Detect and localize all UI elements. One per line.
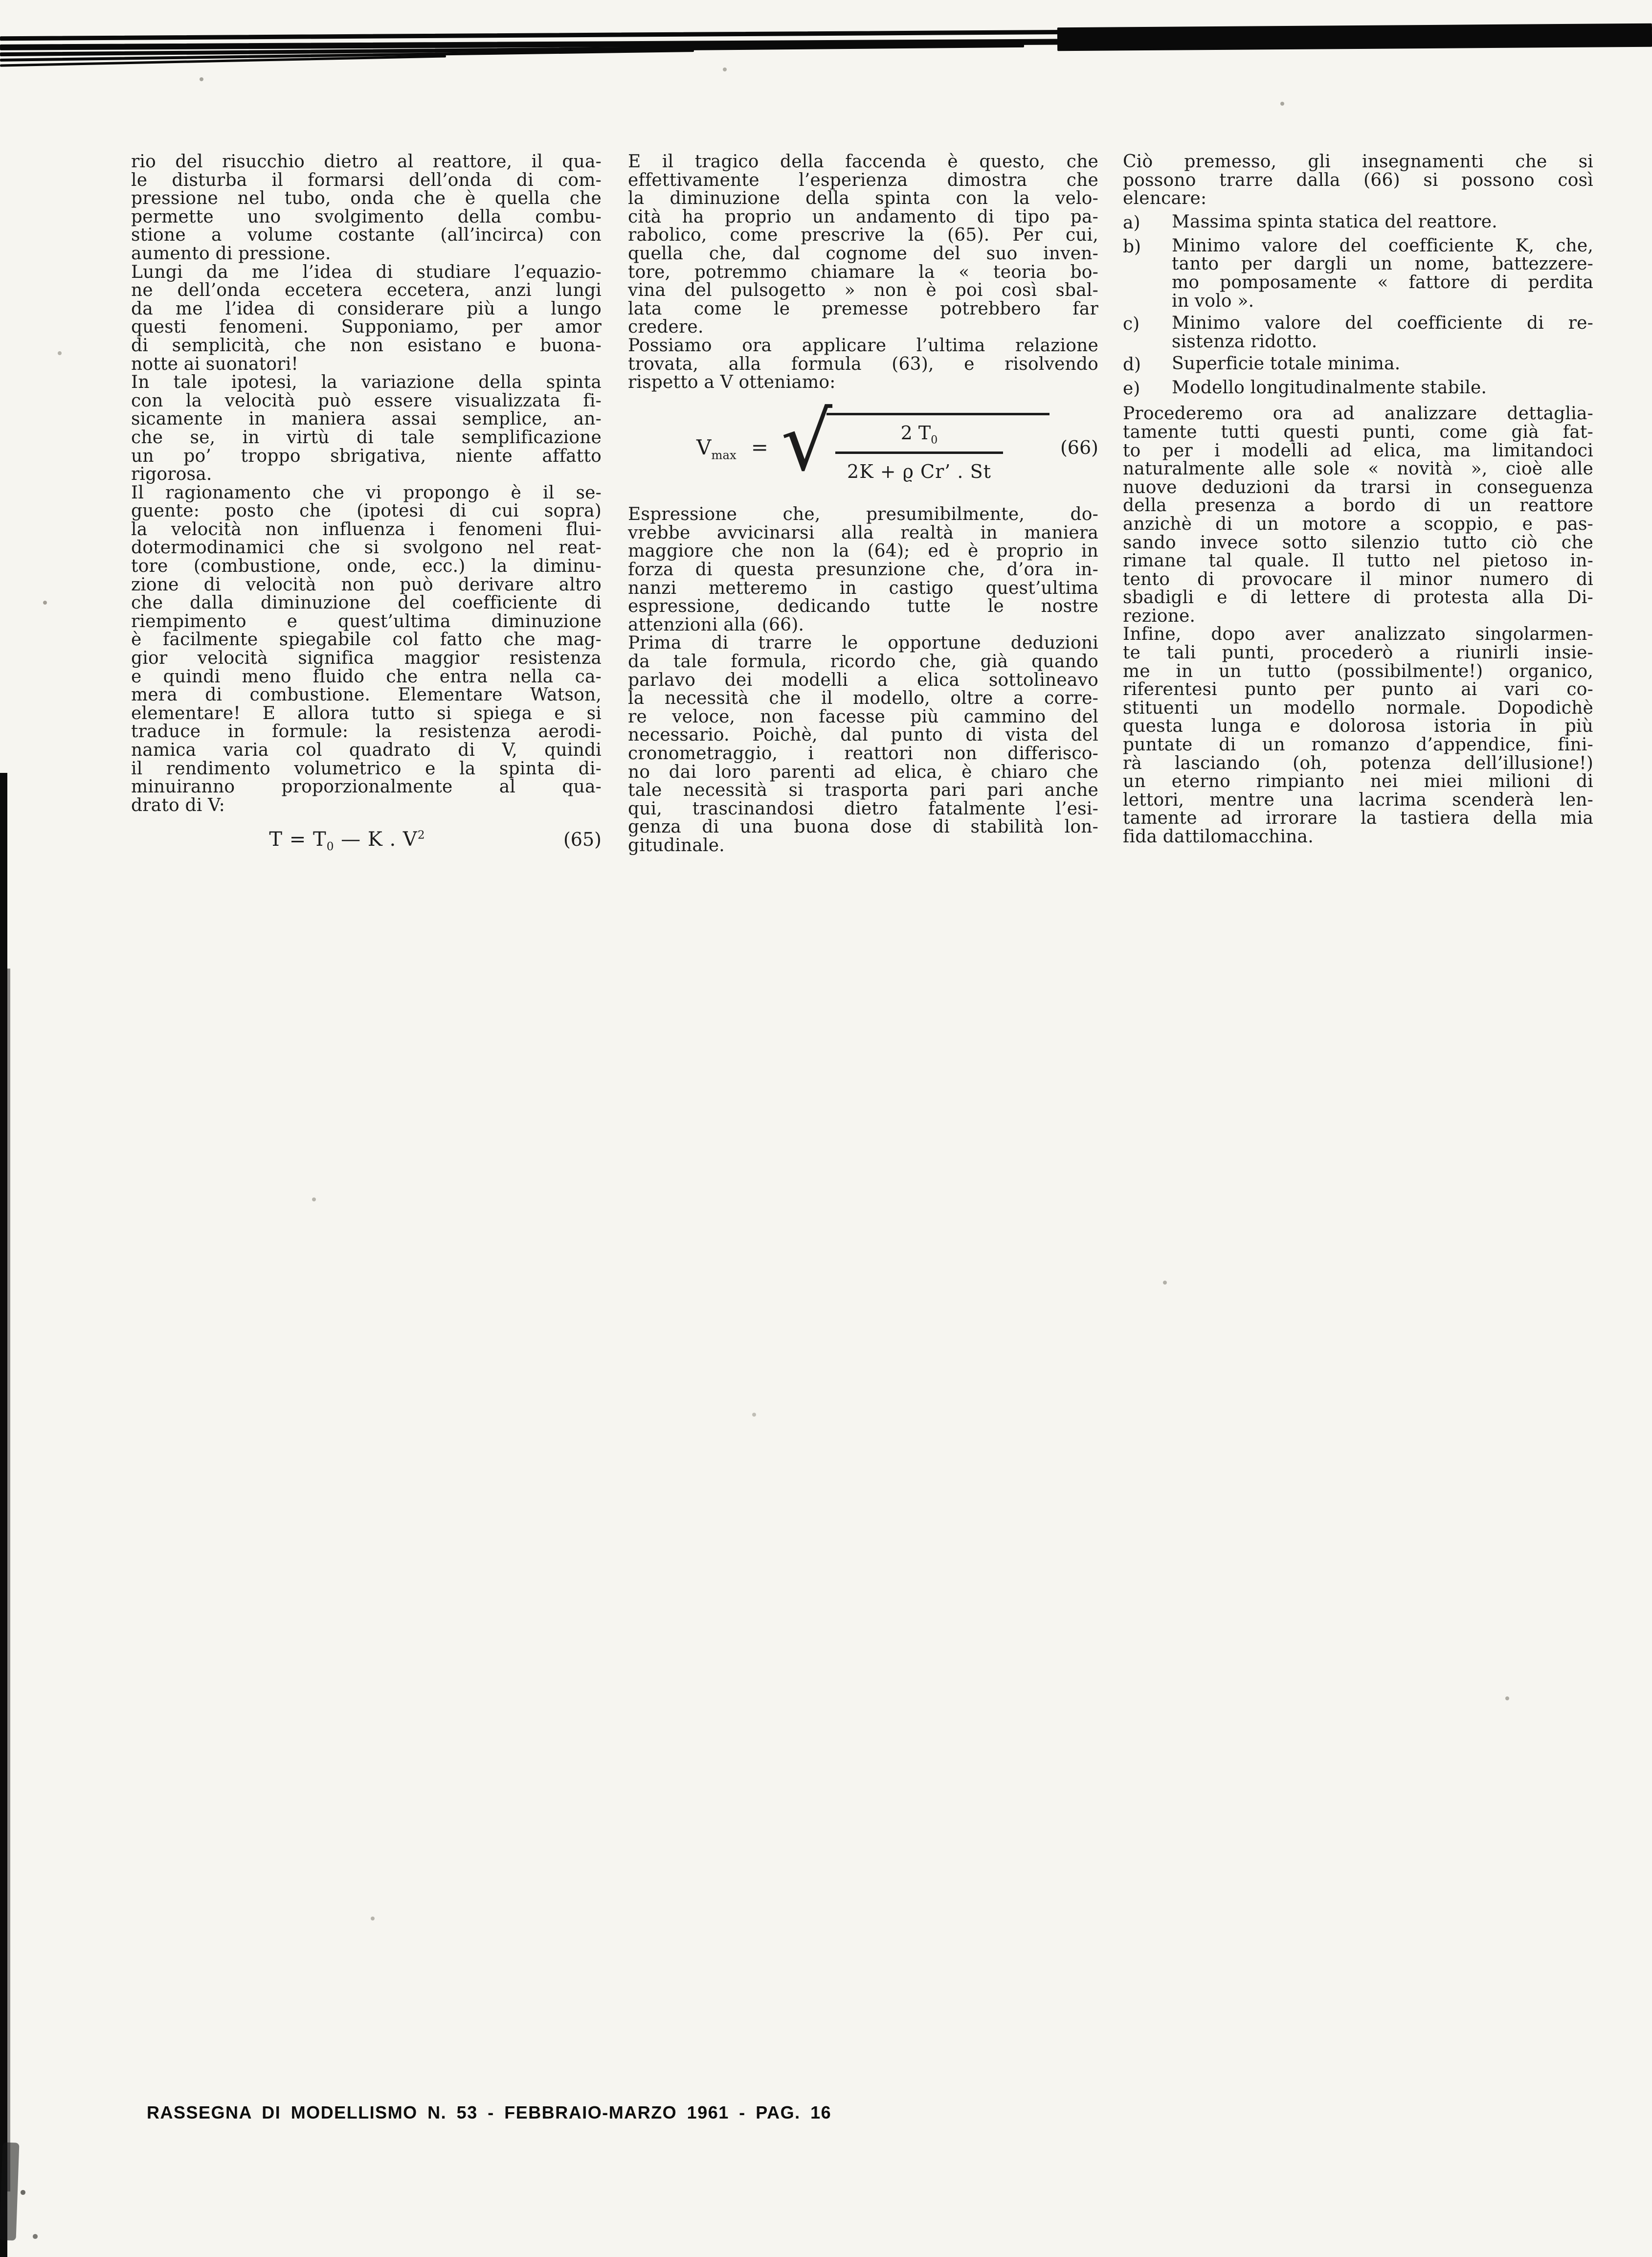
text-line: le disturba il formarsi dell’onda di com- [131, 170, 602, 190]
text-line: notte ai suonatori! [131, 354, 299, 374]
text-line: Ciò premesso, gli insegnamenti che si [1123, 152, 1593, 172]
paragraph [131, 373, 602, 484]
text-line: qui, trascinandosi dietro fatalmente l’esi- [628, 798, 1098, 819]
paragraph [628, 153, 1098, 337]
text-line: stione a volume costante (all’incirca) con [131, 225, 602, 246]
text-line: rimane tal quale. Il tutto nel pietoso in- [1123, 551, 1593, 571]
text-line: namica varia col quadrato di V, quindi [131, 740, 602, 760]
text-line: me in un tutto (possibilmente!) organico, [1123, 661, 1593, 681]
text-line: è facilmente spiegabile col fatto che mag- [131, 630, 602, 650]
text-line: tale necessità si trasporta pari pari anche [628, 780, 1098, 801]
text-line: Infine, dopo aver analizzato singolarmen- [1123, 624, 1593, 645]
text-line: no dai loro parenti ad elica, è chiaro che [628, 762, 1098, 782]
text-line: E il tragico della faccenda è questo, che [628, 152, 1098, 172]
equation-text: V [696, 435, 712, 460]
text-line: rigorosa. [131, 464, 212, 485]
equation-66-number: (66) [1060, 436, 1098, 458]
paragraph [1123, 153, 1593, 208]
text-line: Il ragionamento che vi propongo è il se- [131, 482, 602, 503]
text-line: con la velocità può essere visualizzata fi- [131, 390, 602, 411]
text-line: attenzioni alla (66). [628, 614, 804, 635]
paragraph [628, 634, 1098, 855]
text-line: tamente tutti questi punti, come già fat- [1123, 422, 1593, 442]
text-line: Espressione che, presumibilmente, do- [628, 504, 1098, 525]
text-line: e quindi meno fluido che entra nella ca- [131, 666, 602, 687]
text-line: naturalmente alle sole « novità », cioè alle [1123, 459, 1593, 479]
equals-sign: = [751, 435, 768, 460]
equation-66 [628, 394, 1098, 489]
text-line: tore (combustione, onde, ecc.) la diminu- [131, 556, 602, 577]
text-line: lata come le premesse potrebbero far [628, 298, 1098, 319]
text-line: un po’ troppo sbrigativa, niente affatto [131, 446, 602, 466]
scan-specks [0, 0, 2, 2]
equation-65-body [131, 828, 563, 854]
text-line: sbadigli e di lettere di protesta alla Di- [1123, 587, 1593, 608]
text-line: fida dattilomacchina. [1123, 827, 1314, 847]
scan-streak [0, 49, 694, 62]
text-line: trovata, alla formula (63), e risolvendo [628, 354, 1098, 374]
text-line: gitudinale. [628, 835, 725, 856]
text-line: anzichè di un motore a scoppio, e pas- [1123, 514, 1593, 534]
scan-streak [0, 44, 1024, 56]
subscript: 0 [326, 840, 335, 854]
equation-65 [131, 828, 602, 854]
paragraph [131, 263, 602, 374]
text-line: possono trarre dalla (66) si possono così [1123, 170, 1593, 190]
subscript: max [711, 448, 737, 462]
text-line: cità ha proprio un andamento di tipo pa- [628, 206, 1098, 227]
text-line: vrebbe avvicinarsi alla realtà in maniera [628, 522, 1098, 543]
text-line: zione di velocità non può derivare altro [131, 574, 602, 595]
text-line: forza di questa presunzione che, d’ora in- [628, 560, 1098, 580]
text-line: effettivamente l’esperienza dimostra che [628, 170, 1098, 190]
scan-artifact-left-edge-smudge [6, 969, 10, 2191]
scan-streak [0, 55, 446, 67]
text-line: della presenza a bordo di un reattore [1123, 496, 1593, 516]
text-line: minuiranno proporzionalmente al qua- [131, 777, 602, 797]
text-line: espressione, dedicando tutte le nostre [628, 596, 1098, 617]
equation-66-fraction [826, 413, 1049, 482]
text-line: necessario. Poichè, dal punto di vista del [628, 725, 1098, 745]
text-line: questi fenomeni. Supponiamo, per amor [131, 317, 602, 338]
paragraph [628, 505, 1098, 634]
text-line: tento di provocare il minor numero di [1123, 569, 1593, 589]
text-line: Superficie totale minima. [1172, 354, 1401, 374]
text-line: riempimento e quest’ultima diminuzione [131, 611, 602, 632]
list-item-marker: e) [1123, 379, 1140, 399]
radical-sign: √ [781, 394, 833, 489]
text-line: in volo ». [1172, 291, 1254, 311]
text-line: puntate di un romanzo d’appendice, fini- [1123, 735, 1593, 755]
text-line: te tali punti, procederò a riunirli insie- [1123, 643, 1593, 663]
equation-text: 2 T [900, 422, 931, 444]
list-item [1123, 379, 1593, 399]
paragraph [1123, 625, 1593, 846]
text-line: che se, in virtù di tale semplificazione [131, 427, 602, 448]
list-item [1123, 213, 1593, 233]
scan-artifact-bottom-left-blob [0, 2142, 19, 2240]
text-line: genza di una buona dose di stabilità lon- [628, 817, 1098, 837]
text-line: sando invece sotto silenzio tutto ciò che [1123, 532, 1593, 553]
text-line: to per i modelli ad elica, ma limitandoci [1123, 440, 1593, 461]
text-line: sicamente in maniera assai semplice, an- [131, 409, 602, 429]
paragraph [131, 484, 602, 815]
scan-streak [0, 36, 1652, 50]
subscript: 0 [931, 434, 938, 447]
text-line: nanzi metteremo in castigo quest’ultima [628, 578, 1098, 598]
text-line: riferentesi punto per punto ai vari co- [1123, 679, 1593, 700]
text-line: pressione nel tubo, onda che è quella che [131, 188, 602, 209]
list-item [1123, 355, 1593, 375]
text-line: che dalla diminuzione del coefficiente di [131, 593, 602, 613]
text-line: quella che, dal cognome del suo inven- [628, 243, 1098, 264]
fraction-numerator [896, 421, 943, 451]
scan-artifact-top-streaks [0, 0, 1652, 78]
text-line: Modello longitudinalmente stabile. [1172, 378, 1487, 398]
text-column-3 [1123, 153, 1593, 846]
text-column-2 [628, 153, 1098, 855]
paragraph [131, 153, 602, 263]
list-item-marker: d) [1123, 355, 1141, 375]
text-line: la necessità che il modello, oltre a corre- [628, 688, 1098, 709]
list-item-marker: b) [1123, 236, 1141, 257]
text-line: tamente ad irrorare la tastiera della mia [1123, 808, 1593, 829]
text-line: di semplicità, che non esistano e buona- [131, 335, 602, 356]
text-line: ne dell’onda eccetera eccetera, anzi lungi [131, 280, 602, 301]
text-line: Lungi da me l’idea di studiare l’equazio- [131, 262, 602, 282]
text-line: permette uno svolgimento della combu- [131, 206, 602, 227]
text-line: In tale ipotesi, la variazione della spinta [131, 372, 602, 393]
text-line: aumento di pressione. [131, 243, 331, 264]
equation-text: T = T [269, 828, 327, 851]
text-line: Possiamo ora applicare l’ultima relazione [628, 335, 1098, 356]
text-line: rà lasciando (oh, potenza dell’illusione!) [1123, 753, 1593, 773]
text-line: credere. [628, 317, 704, 338]
text-line: dotermodinamici che si svolgono nel reat- [131, 538, 602, 558]
text-line: Massima spinta statica del reattore. [1172, 211, 1497, 232]
superscript: 2 [417, 829, 425, 842]
text-line: tanto per dargli un nome, battezzere- [1172, 254, 1593, 274]
scan-streak [0, 26, 1652, 41]
text-line: rio del risucchio dietro al reattore, il qua- [131, 152, 602, 172]
text-line: Procederemo ora ad analizzare dettaglia- [1123, 404, 1593, 424]
text-line: Minimo valore del coefficiente K, che, [1172, 235, 1593, 256]
text-line: gior velocità significa maggior resistenza [131, 648, 602, 669]
text-line: da me l’idea di considerare più a lungo [131, 298, 602, 319]
list-item-marker: a) [1123, 212, 1140, 233]
text-line: guente: posto che (ipotesi di cui sopra) [131, 501, 602, 521]
text-line: stituenti un modello normale. Dopodichè [1123, 698, 1593, 718]
equation-65-number: (65) [563, 829, 602, 851]
text-line: elencare: [1123, 188, 1207, 209]
paragraph [1123, 405, 1593, 625]
text-line: maggiore che non la (64); ed è proprio in [628, 541, 1098, 562]
text-line: nuove deduzioni da trarsi in conseguenza [1123, 477, 1593, 497]
text-line: il rendimento volumetrico e la spinta di- [131, 758, 602, 779]
text-column-1 [131, 152, 602, 854]
text-line: da tale formula, ricordo che, già quando [628, 651, 1098, 672]
equation-66-lhs [696, 435, 737, 462]
text-line: Minimo valore del coefficiente di re- [1172, 313, 1593, 334]
text-line: Prima di trarre le opportune deduzioni [628, 633, 1098, 654]
list-item-body [1172, 314, 1593, 351]
list-item-body [1172, 379, 1593, 399]
text-line: rispetto a V otteniamo: [628, 372, 836, 393]
text-line: parlavo dei modelli a elica sottolineavo [628, 670, 1098, 690]
text-line: un eterno rimpianto nei miei milioni di [1123, 771, 1593, 792]
text-line: elementare! E allora tutto si spiega e si [131, 703, 602, 723]
list-item-body [1172, 213, 1593, 233]
text-line: mera di combustione. Elementare Watson, [131, 685, 602, 705]
equation-text: — K . V [334, 828, 418, 851]
text-line: drato di V: [131, 795, 225, 815]
text-line: lettori, mentre una lacrima scenderà len- [1123, 790, 1593, 810]
list-item [1123, 237, 1593, 310]
list-item-body [1172, 355, 1593, 375]
text-line: mo pomposamente « fattore di perdita [1172, 272, 1593, 293]
text-line: sistenza ridotto. [1172, 331, 1317, 352]
paragraph [628, 337, 1098, 392]
text-line: la velocità non influenza i fenomeni flui- [131, 519, 602, 540]
text-line: cronometraggio, i reattori non differisco- [628, 743, 1098, 764]
text-line: questa lunga e dolorosa istoria in più [1123, 716, 1593, 737]
list-item-body [1172, 237, 1593, 310]
text-line: re veloce, non facesse più cammino del [628, 706, 1098, 727]
text-line: rezione. [1123, 606, 1196, 626]
fraction-denominator: 2K + ϱ Cr’ . St [835, 451, 1003, 482]
list-item [1123, 314, 1593, 351]
page-footer: RASSEGNA DI MODELLISMO N. 53 - FEBBRAIO-MARZO 1961 - PAG. 16 [147, 2102, 832, 2122]
scan-streak [1057, 23, 1652, 51]
text-line: rabolico, come prescrive la (65). Per cui, [628, 225, 1098, 246]
text-line: la diminuzione della spinta con la velo- [628, 188, 1098, 209]
list-item-marker: c) [1123, 314, 1140, 335]
deductions-list [1123, 213, 1593, 399]
text-line: tore, potremmo chiamare la « teoria bo- [628, 262, 1098, 282]
text-line: vina del pulsogetto » non è poi così sbal- [628, 280, 1098, 301]
text-line: traduce in formule: la resistenza aerodi- [131, 722, 602, 742]
